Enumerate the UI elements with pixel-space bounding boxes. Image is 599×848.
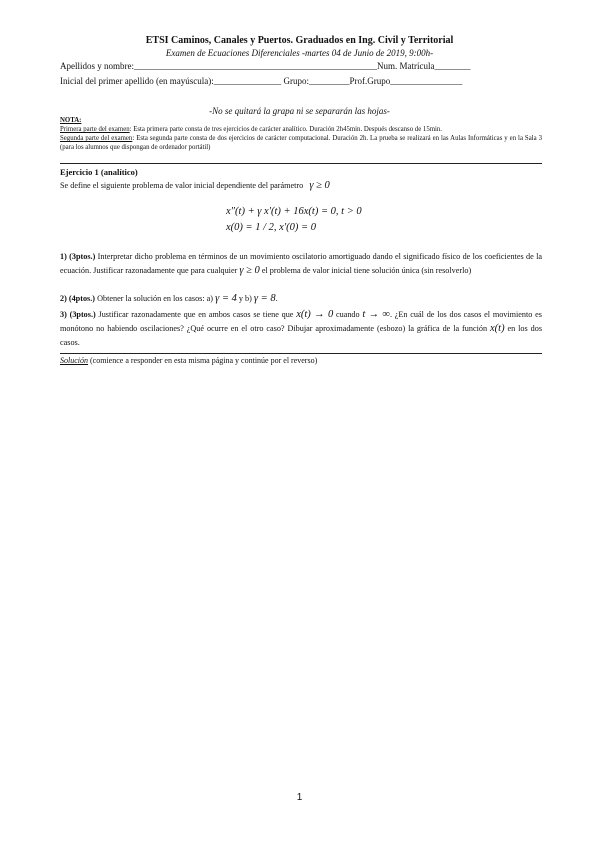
q3-text-b: cuando (333, 310, 363, 319)
gamma-condition: γ ≥ 0 (309, 180, 330, 191)
exam-title: ETSI Caminos, Canales y Puertos. Graduados en Ing. Civil y Territorial (145, 35, 454, 46)
ejercicio-heading (60, 167, 138, 177)
profgrupo-field[interactable]: ________________ (390, 76, 463, 86)
solucion-text: (comience a responder en esta misma página y continúe por el reverso) (88, 356, 318, 365)
question-1 (60, 250, 542, 278)
solution-divider (60, 353, 542, 354)
staple-note: -No se quitará la grapa ni se separarán las hojas- (209, 106, 390, 116)
q2-text-c: . (275, 294, 278, 303)
q2-text-a: Obtener la solución en los casos: a) (95, 294, 216, 303)
q3-text-a: Justificar razonadamente que en ambos casos se tiene que (95, 310, 297, 319)
q2-text-b: y b) (236, 294, 254, 303)
q1-text-b: el problema de valor inicial tiene solución única (sin resolverlo) (259, 266, 472, 275)
apellidos-row (60, 61, 471, 71)
q2-math-b: γ = 8 (253, 293, 276, 304)
matricula-field[interactable]: ________ (434, 61, 471, 71)
q3-math-b: t → ∞ (362, 309, 390, 320)
nota-part2 (60, 134, 542, 152)
nota-block (60, 116, 542, 152)
apellidos-label: Apellidos y nombre: (60, 61, 134, 71)
q2-math-a: γ = 4 (215, 293, 237, 304)
q3-math-c: x(t) (490, 323, 505, 334)
inicial-field[interactable]: _______________ (213, 76, 282, 86)
inicial-label: Inicial del primer apellido (en mayúscula): (60, 76, 214, 86)
q1-number: 1) (3ptos.) (60, 252, 96, 261)
part1-text: : Esta primera parte consta de tres ejercicios de carácter analítico. Duración 2h45min. Después descanso de 15min. (129, 126, 442, 133)
solucion-label: Solución (60, 356, 88, 365)
q3-text-c: . ¿En cuál de los dos casos el movimiento es monótono no habiendo oscilaciones? ¿Qué ocurre en el otro caso? Dibujar aproximadamente (esbozo) la gráfica de la función (60, 310, 542, 333)
page-number: 1 (296, 792, 303, 803)
part2-label: Segunda parte del examen (60, 135, 133, 142)
question-3 (60, 308, 542, 350)
ejercicio-title: Ejercicio 1 (analítico) (60, 167, 138, 177)
q2-number: 2) (4ptos.) (60, 294, 96, 303)
q1-math: γ ≥ 0 (239, 265, 260, 276)
grupo-field[interactable]: _________ (308, 76, 350, 86)
q1-text-a: Interpretar dicho problema en términos de un movimiento oscilatorio amortiguado dando el significado físico de los coeficientes de la ecuación. Justificar razonadamente que para cualquier (60, 252, 542, 275)
section-divider (60, 163, 542, 164)
ejercicio-intro: Se define el siguiente problema de valor inicial dependiente del parámetro (60, 181, 304, 190)
profgrupo-label: Prof.Grupo (349, 76, 391, 86)
solucion-line (60, 356, 317, 365)
q3-text-d: en los dos casos. (60, 324, 543, 347)
apellidos-field[interactable]: ______________________________________________________ (134, 61, 377, 71)
question-2 (60, 292, 542, 306)
q3-math-a: x(t) → 0 (296, 309, 334, 320)
exam-subtitle: Examen de Ecuaciones Diferenciales -martes 04 de Junio de 2019, 9:00h- (165, 48, 434, 58)
ejercicio-intro-line (60, 180, 330, 191)
nota-part1 (60, 125, 542, 134)
ode-equation: x″(t) + γ x′(t) + 16x(t) = 0, t > 0 (226, 206, 362, 217)
initial-conditions: x(0) = 1 / 2, x′(0) = 0 (226, 222, 316, 233)
part1-label: Primera parte del examen (60, 126, 130, 133)
matricula-label: Num. Matrícula (377, 61, 435, 71)
q3-number: 3) (3ptos.) (60, 310, 96, 319)
nota-heading: NOTA: (60, 117, 82, 124)
part2-text: : Esta segunda parte consta de dos ejercicios de carácter computacional. Duración 2h. La prueba se realizará en las Aulas Informáticas y en la Sala 3 (para los alumnos que dispongan de ordenador portátil) (60, 135, 543, 151)
inicial-row (60, 76, 462, 86)
grupo-label: Grupo: (283, 76, 309, 86)
